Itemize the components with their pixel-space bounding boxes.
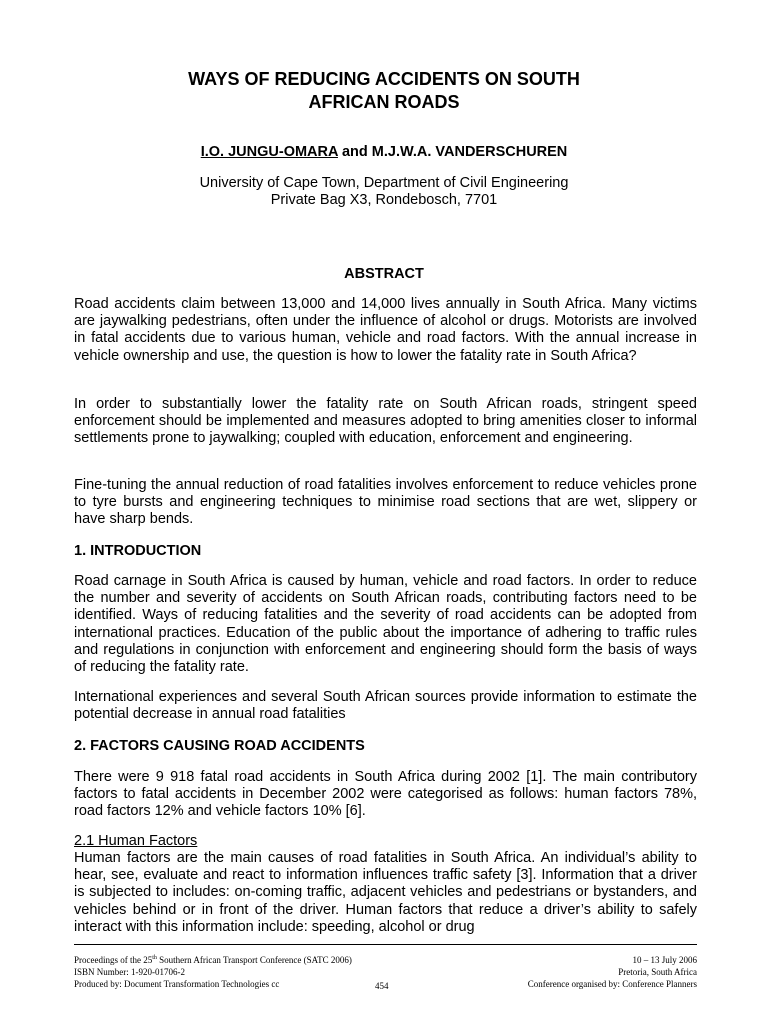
footer-organiser: Conference organised by: Conference Planners: [527, 979, 697, 989]
footer-dates: 10 – 13 July 2006: [632, 955, 697, 965]
footer-divider: [74, 944, 697, 945]
footer-proceedings: [74, 954, 434, 966]
abstract-heading: ABSTRACT: [344, 266, 424, 282]
subsection-2-1-heading: 2.1 Human Factors: [74, 833, 198, 849]
footer-isbn: ISBN Number: 1-920-01706-2: [74, 967, 185, 977]
footer-location: Pretoria, South Africa: [618, 967, 697, 977]
section-1-heading: 1. INTRODUCTION: [74, 543, 202, 559]
affiliation: [0, 175, 768, 209]
affiliation-line-2: Private Bag X3, Rondebosch, 7701: [270, 192, 498, 208]
footer-producer: Produced by: Document Transformation Technologies cc: [74, 979, 280, 989]
author-join: and: [337, 144, 372, 160]
page-number: 454: [375, 981, 389, 991]
section-1-paragraph-2: International experiences and several South African sources provide information to estimate the potential decrease in annual road fatalities: [74, 689, 697, 723]
section-2-paragraph-1: There were 9 918 fatal road accidents in South Africa during 2002 [1]. The main contributory factors to fatal accidents in December 2002 were categorised as follows: human factors 78%, road factors 12% and vehicle factors 10% [6].: [74, 769, 697, 820]
paper-title: [0, 68, 768, 114]
section-2-heading: 2. FACTORS CAUSING ROAD ACCIDENTS: [74, 738, 365, 754]
abstract-paragraph-2: In order to substantially lower the fatality rate on South African roads, stringent speed enforcement should be implemented and measures adopted to bring amenities closer to informal settlements prone to jaywalking; coupled with education, enforcement and engineering.: [74, 396, 697, 447]
title-line-2: AFRICAN ROADS: [308, 92, 460, 112]
author-1: I.O. JUNGU-OMARA: [200, 144, 338, 160]
abstract-paragraph-3: Fine-tuning the annual reduction of road fatalities involves enforcement to reduce vehicles prone to tyre bursts and engineering techniques to minimise road sections that are wet, slippery or have sharp bends.: [74, 477, 697, 528]
footer-right: [437, 954, 697, 990]
abstract-paragraph-1: Road accidents claim between 13,000 and 14,000 lives annually in South Africa. Many victims are jaywalking pedestrians, often under the influence of alcohol or drugs. Motorists are involved in fatal accidents due to various human, vehicle and road factors. With the annual increase in vehicle ownership and use, the question is how to lower the fatality rate in South Africa?: [74, 296, 697, 364]
footer-proceedings-pre: Proceedings of the 25: [74, 955, 153, 965]
affiliation-line-1: University of Cape Town, Department of Civil Engineering: [199, 175, 569, 191]
author-line: [0, 143, 768, 161]
footer-proceedings-sup: th: [152, 955, 157, 961]
section-2-paragraph-2: Human factors are the main causes of road fatalities in South Africa. An individual’s ability to hear, see, evaluate and react to information influences traffic safety [3]. Information that a driver is subjected to includes: on-coming traffic, adjacent vehicles and pedestrians or bystanders, and vehicles behind or in front of the driver. Human factors that reduce a driver’s ability to safely interact with this information include: speeding, alcohol or drug: [74, 850, 697, 935]
title-line-1: WAYS OF REDUCING ACCIDENTS ON SOUTH: [188, 69, 580, 89]
section-1-paragraph-1: Road carnage in South Africa is caused by human, vehicle and road factors. In order to reduce the number and severity of accidents on South African roads, contributing factors need to be identified. Ways of reducing fatalities and the severity of road accidents can be adopted from international practices. Education of the public about the importance of adhering to traffic rules and regulations in conjunction with enforcement and engineering should form the basis of ways of reducing the fatality rate.: [74, 573, 697, 676]
footer-proceedings-post: Southern African Transport Conference (SATC 2006): [156, 955, 352, 965]
author-2: M.J.W.A. VANDERSCHUREN: [371, 144, 568, 160]
